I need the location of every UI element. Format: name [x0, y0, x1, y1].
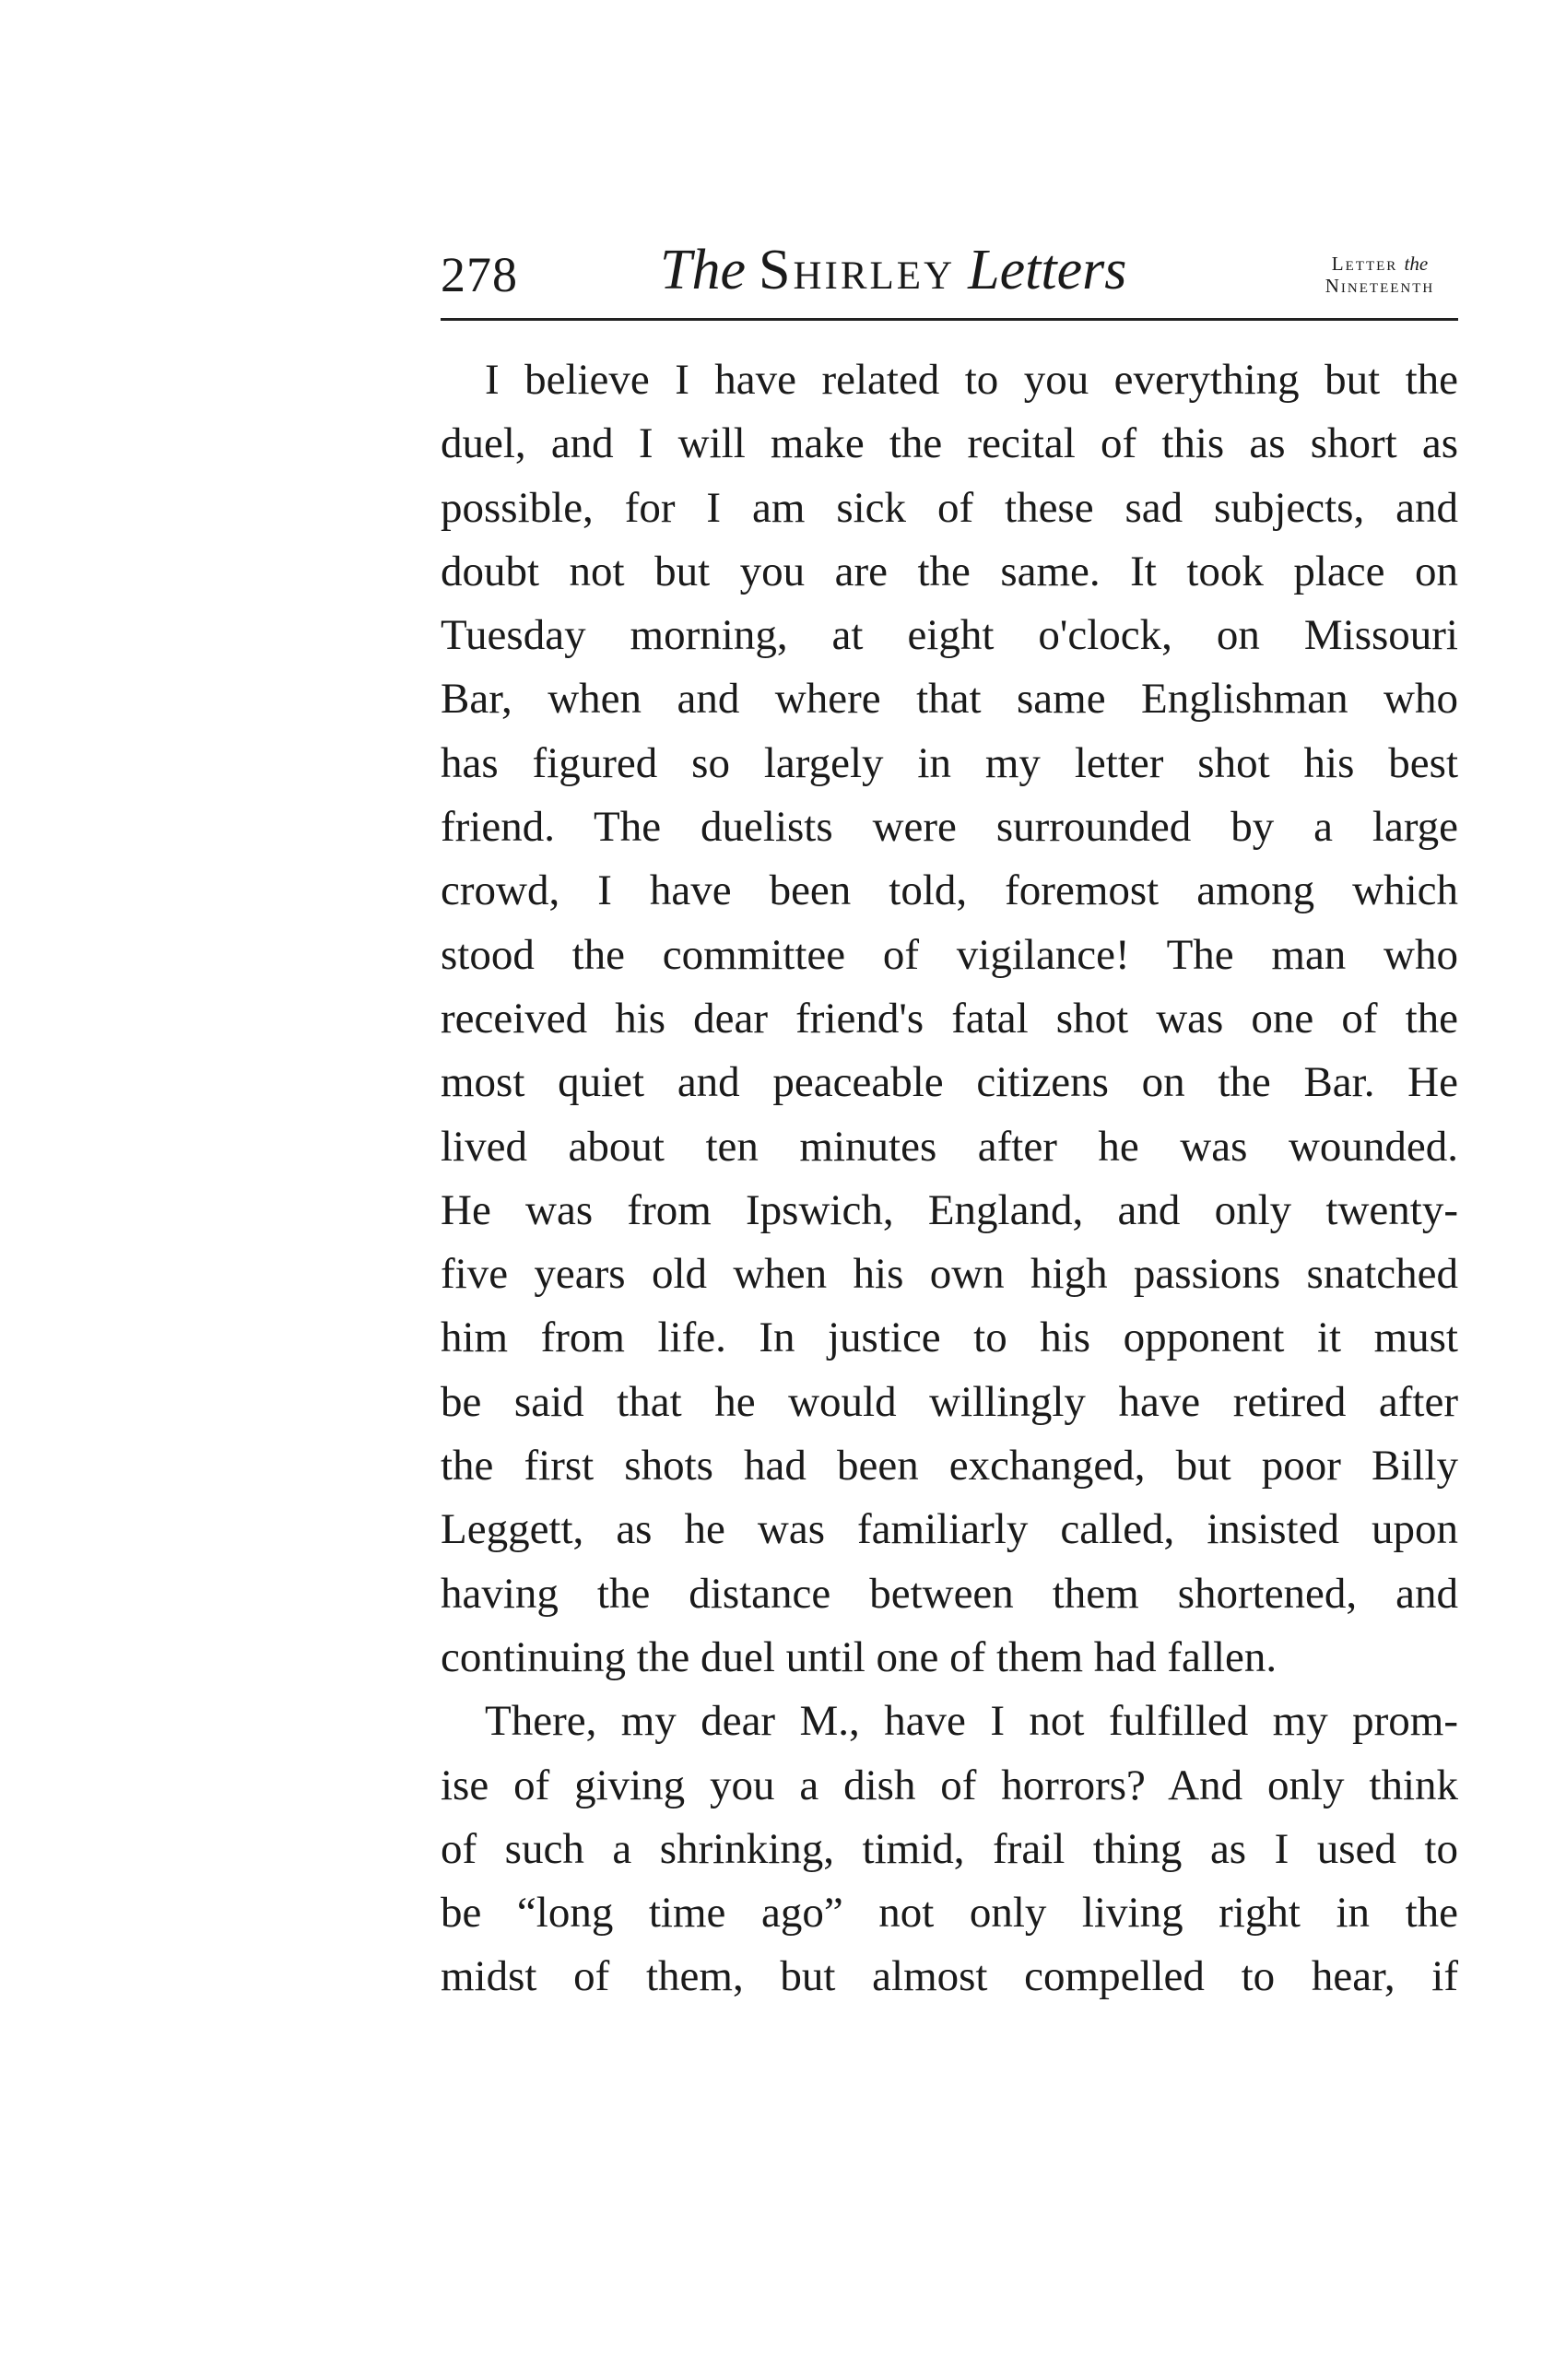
page-number: 278: [441, 247, 518, 302]
text-line: ise of giving you a dish of horrors? And only think: [441, 1761, 1458, 1809]
text-line: the first shots had been exchanged, but poor Billy: [441, 1442, 1458, 1490]
text-line: friend. The duelists were surrounded by a large: [441, 803, 1458, 852]
book-title-shirley: Shirley: [759, 239, 956, 301]
text-line: has figured so largely in my letter shot his best: [441, 738, 1458, 787]
text-line: stood the committee of vigilance! The man who: [441, 930, 1458, 979]
letter-label-word: Letter: [1331, 253, 1398, 275]
text-line: received his dear friend's fatal shot was one of the: [441, 994, 1458, 1043]
text-line: He was from Ipswich, England, and only twenty-: [441, 1185, 1458, 1234]
letter-label-ordinal: Nineteenth: [1325, 275, 1435, 297]
text-line: Leggett, as he was familiarly called, insisted upon: [441, 1505, 1458, 1554]
text-line: continuing the duel until one of them had fallen.: [441, 1632, 1278, 1681]
running-head: [441, 230, 1458, 318]
text-line: duel, and I will make the recital of this as short as: [441, 419, 1458, 468]
text-line: doubt not but you are the same. It took place on: [441, 547, 1458, 595]
book-title-letters: Letters: [968, 239, 1127, 301]
text-line: crowd, I have been told, foremost among which: [441, 866, 1458, 915]
body-text: [441, 348, 1458, 2009]
text-line: five years old when his own high passions snatched: [441, 1250, 1458, 1299]
text-line: him from life. In justice to his opponent it must: [441, 1314, 1458, 1362]
text-line: of such a shrinking, timid, frail thing as I used to: [441, 1824, 1458, 1873]
text-line: midst of them, but almost compelled to hear, if: [441, 1952, 1458, 2001]
text-line: There, my dear M., have I not fulfilled my prom-: [485, 1697, 1458, 1746]
header-rule: [441, 318, 1458, 321]
text-line: lived about ten minutes after he was wounded.: [441, 1122, 1458, 1171]
text-line: having the distance between them shortened, and: [441, 1569, 1458, 1618]
text-line: be said that he would willingly have retired after: [441, 1377, 1458, 1426]
text-line: Tuesday morning, at eight o'clock, on Missouri: [441, 611, 1458, 660]
text-line: be “long time ago” not only living right in the: [441, 1889, 1458, 1938]
text-line: most quiet and peaceable citizens on the Bar. He: [441, 1058, 1458, 1107]
book-title-the: The: [660, 239, 746, 301]
letter-label: [1301, 253, 1458, 297]
text-line: Bar, when and where that same Englishman who: [441, 675, 1458, 724]
letter-label-the: the: [1404, 253, 1429, 275]
text-line: I believe I have related to you everything but the: [485, 356, 1458, 404]
text-line: possible, for I am sick of these sad subjects, and: [441, 483, 1458, 532]
book-title: [660, 238, 1126, 302]
